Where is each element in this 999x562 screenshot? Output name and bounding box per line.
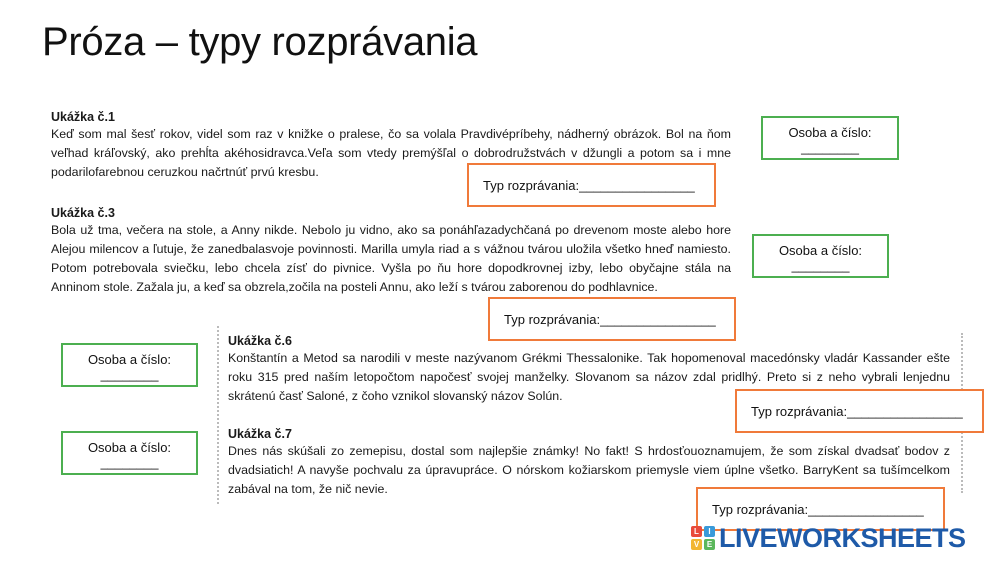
osoba-label: Osoba a číslo: [87, 352, 172, 367]
osoba-label: Osoba a číslo: [788, 125, 872, 140]
typ-label: Typ rozprávania:________________ [483, 177, 695, 193]
logo-text: LIVEWORKSHEETS [719, 522, 966, 553]
osoba-answer-box-3[interactable] [61, 343, 198, 387]
typ-label: Typ rozprávania:________________ [504, 311, 716, 327]
excerpt-text: Konštantín a Metod sa narodili v meste nazývanom Grékmi Thessalonike. Tak hopomenoval macedónsky vladár Kassander ešte roku 315 pred naším letopočtom napočesť svojej manželky. Slovanom sa názov zdal pridlhý. Preto si z neho vybrali lenjednu skrátenú časť Saloné, z čoho vznikol slovanský názov Solún. [228, 351, 950, 403]
dotted-border-left [217, 326, 219, 504]
excerpt-3 [51, 205, 731, 297]
excerpt-text: Dnes nás skúšali zo zemepisu, dostal som najlepšie známky! No fakt! S hrdosťouoznamujem, že som získal dvadsať bodov z dvadsiatich! A navyše pochvalu za úpravupráce. O nórskom kožiarskom priemysle viem úplne všetko. BarryKent sa tušímcelkom zabával na tom, že nič nevie. [228, 444, 950, 496]
osoba-label: Osoba a číslo: [87, 440, 172, 455]
osoba-blank: ________ [801, 140, 859, 155]
osoba-blank: ________ [100, 367, 159, 382]
osoba-answer-box-4[interactable] [61, 431, 198, 475]
typ-label: Typ rozprávania:________________ [712, 501, 924, 517]
osoba-answer-box-1[interactable] [761, 116, 899, 160]
excerpt-heading: Ukážka č.1 [51, 110, 115, 124]
osoba-answer-box-2[interactable] [752, 234, 889, 278]
excerpt-text: Bola už tma, večera na stole, a Anny nikde. Nebolo ju vidno, ako sa ponáhľazadychčaná po drevenom moste alebo hore Alejou milencov a ľutuje, že zanedbalasvoje povinnosti. Marilla umyla riad a s vážnou tvárou uložila všetko hneď namiesto. Potom potrebovala sviečku, lebo chcela zísť do pivnice. Vyšla po ňu hore dopodkrovnej izby, lebo obyčajne stála na Anninom stole. Zažala ju, a keď sa obzrela,zočila na posteli Annu, ako leží s tvárou zaborenou do podhlavnice. [51, 223, 731, 294]
osoba-label: Osoba a číslo: [778, 243, 863, 258]
excerpt-heading: Ukážka č.7 [228, 427, 292, 441]
liveworksheets-logo [691, 522, 966, 554]
excerpt-text: Keď som mal šesť rokov, videl som raz v knižke o pralese, čo sa volala Pravdivépríbehy, nádherný obrázok. Bol na ňom veľhad kráľovský, ako prehĺta akéhosidravca.Veľa som vtedy premýšľal o dobrodružstvách v džungli a potom sa i mne podarilofarebnou ceruzkou načrtnúť prvú kresbu. [51, 127, 731, 179]
page-title: Próza – typy rozprávania [42, 20, 478, 64]
liveworksheets-logo-icon: L I V E [691, 526, 715, 550]
osoba-blank: ________ [100, 455, 159, 470]
osoba-blank: ________ [791, 258, 850, 273]
excerpt-heading: Ukážka č.3 [51, 206, 115, 220]
typ-label: Typ rozprávania:________________ [751, 403, 963, 419]
typ-answer-box-1[interactable] [467, 163, 716, 207]
excerpt-heading: Ukážka č.6 [228, 334, 292, 348]
typ-answer-box-3[interactable] [735, 389, 984, 433]
typ-answer-box-2[interactable] [488, 297, 736, 341]
